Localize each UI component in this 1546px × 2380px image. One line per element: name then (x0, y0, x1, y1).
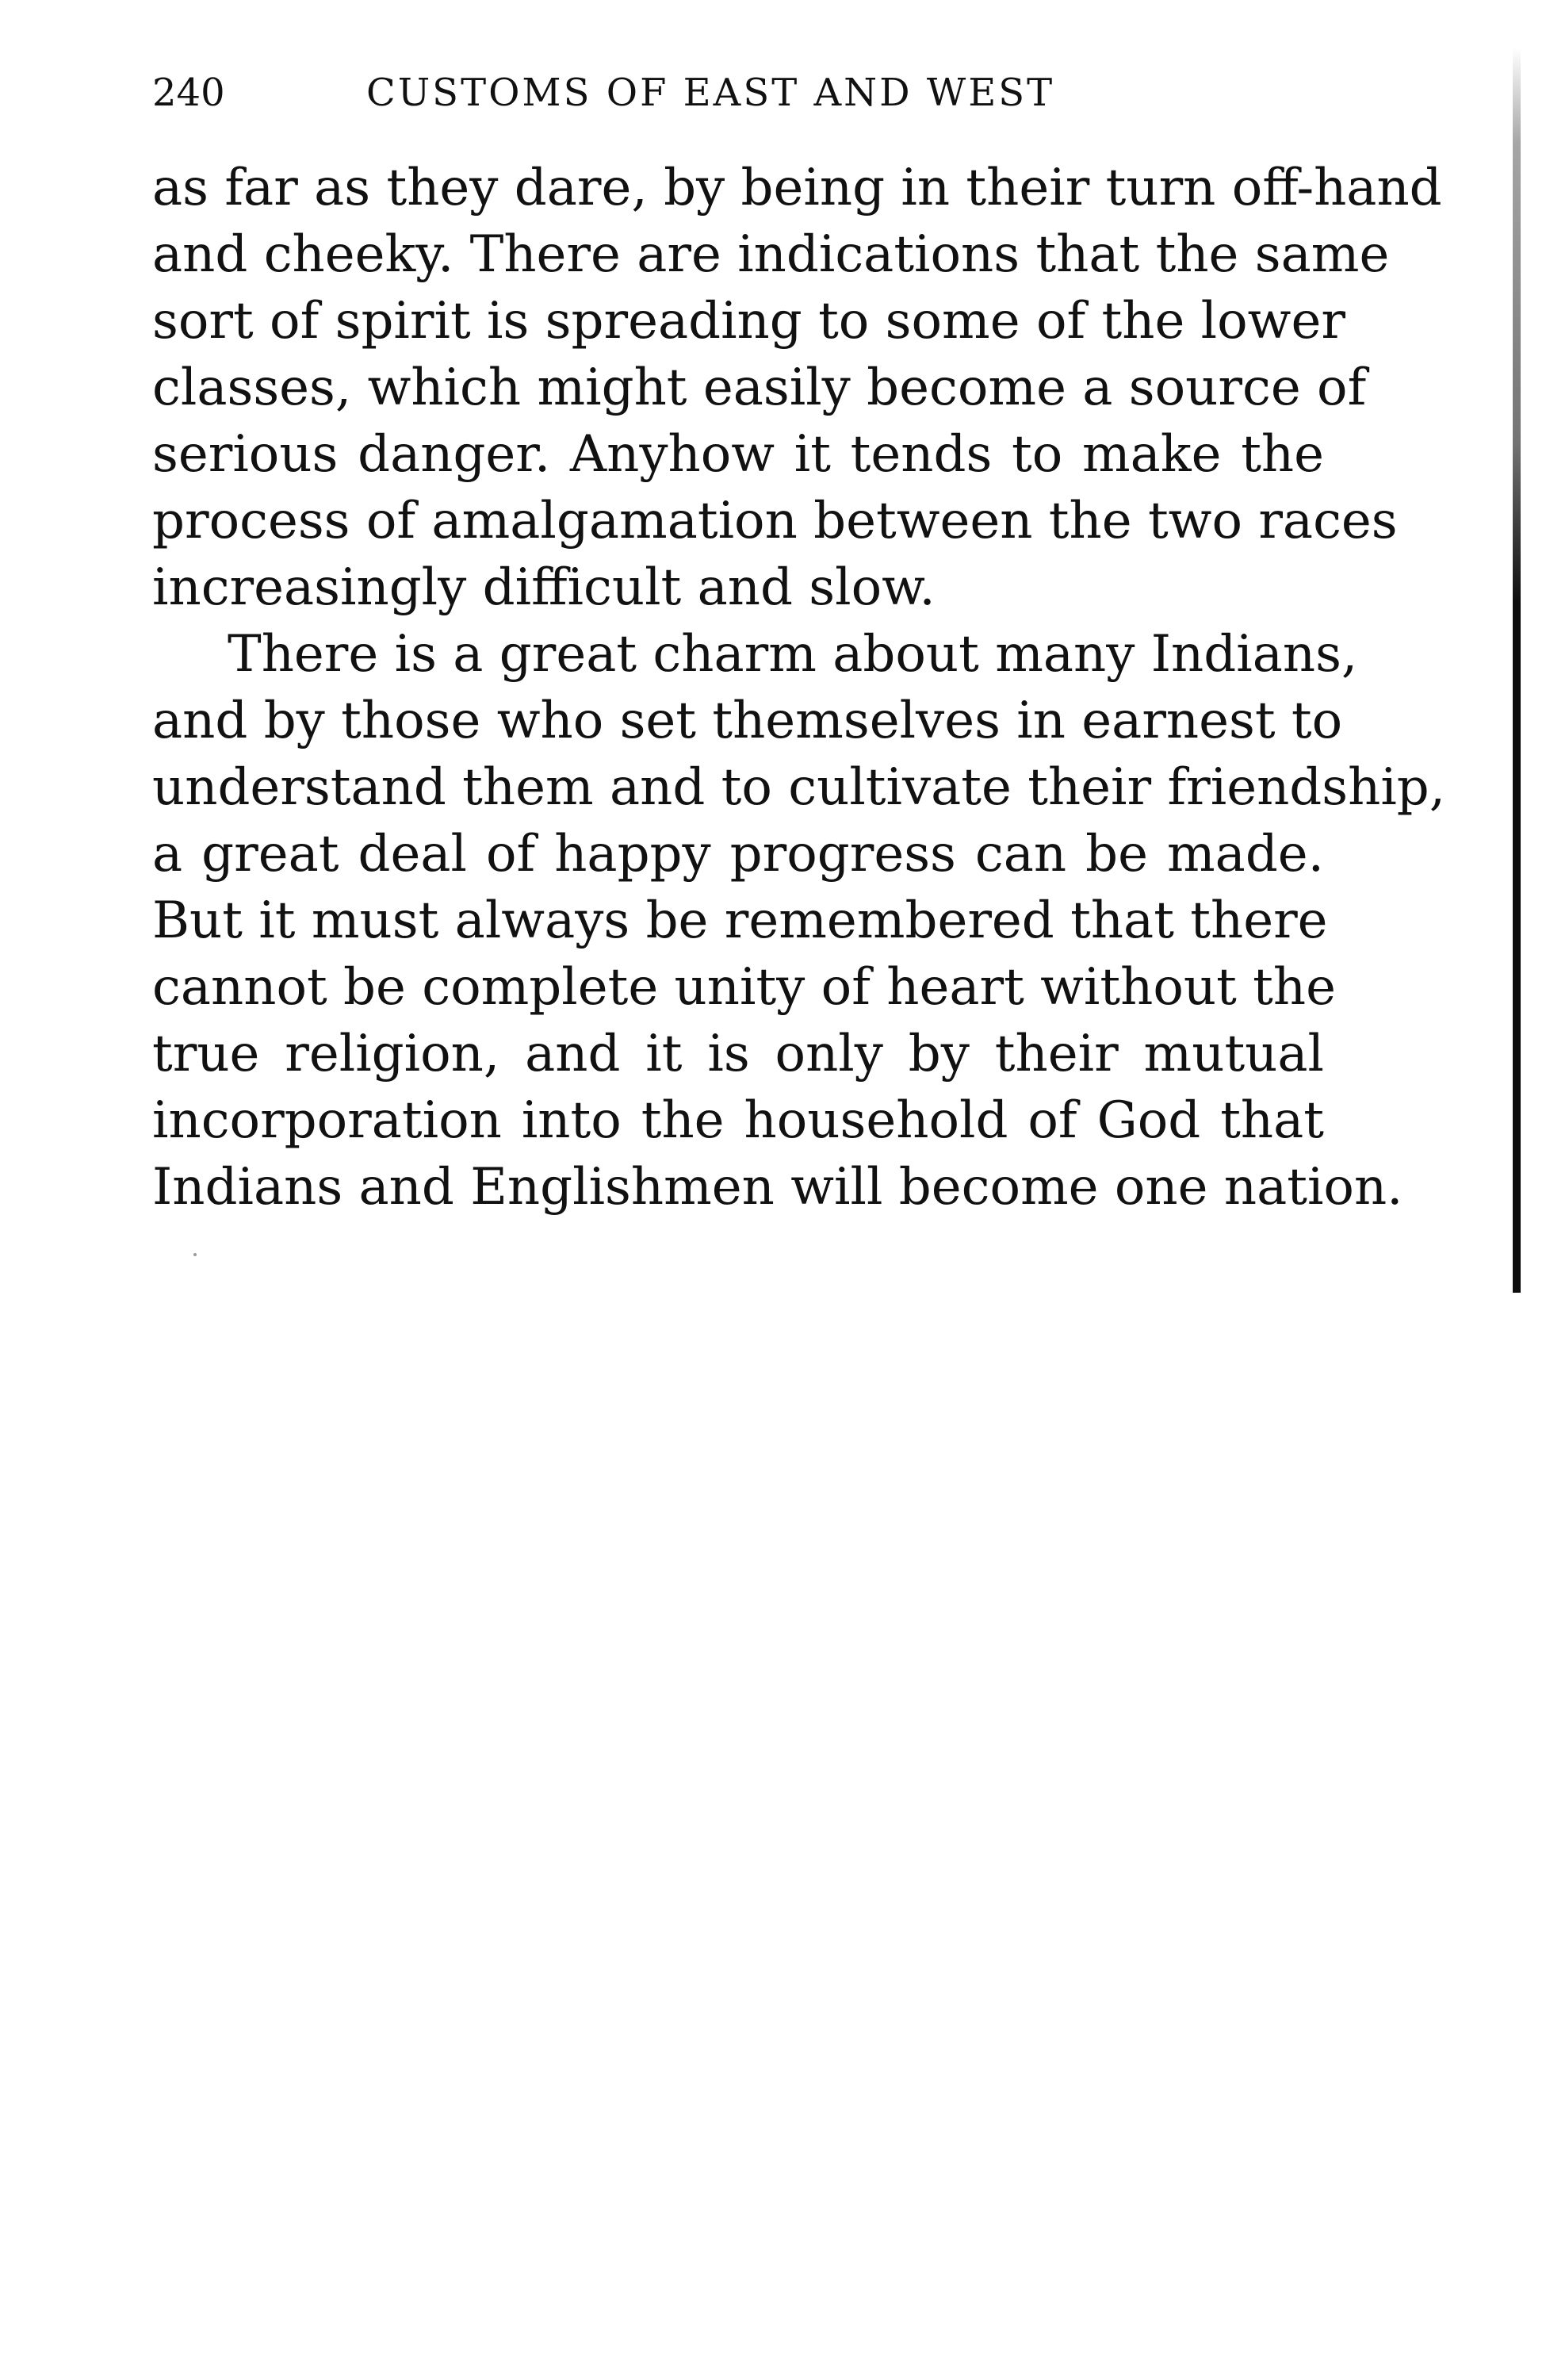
text-line: But it must always be remembered that there (152, 891, 1328, 950)
text-line: classes, which might easily become a source of (152, 358, 1367, 417)
page-edge-shadow (1513, 48, 1521, 1293)
running-head (152, 65, 1318, 121)
text-line: process of amalgamation between the two races (152, 492, 1398, 550)
text-line: and cheeky. There are indications that the same (152, 225, 1390, 284)
text-line: and by those who set themselves in earnest to (152, 692, 1343, 750)
page-number: 240 (152, 71, 225, 115)
scan-speck (193, 1253, 197, 1256)
paragraph-1 (152, 155, 1442, 621)
text-line: cannot be complete unity of heart without the (152, 958, 1336, 1017)
text-line: a great deal of happy progress can be made. (152, 825, 1324, 883)
running-title: CUSTOMS OF EAST AND WEST (366, 71, 1055, 115)
text-line: serious danger. Anyhow it tends to make the (152, 425, 1324, 484)
text-line: incorporation into the household of God that (152, 1091, 1324, 1150)
text-line: as far as they dare, by being in their turn off-hand (152, 159, 1442, 217)
text-line: true religion, and it is only by their mutual (152, 1025, 1324, 1083)
text-line: sort of spirit is spreading to some of the lower (152, 292, 1345, 351)
text-line: understand them and to cultivate their friendship, (152, 758, 1446, 817)
body-text (152, 155, 1446, 1221)
text-line: There is a great charm about many Indians, (228, 625, 1358, 684)
paragraph-2 (152, 621, 1446, 1221)
text-line: Indians and Englishmen will become one nation. (152, 1158, 1403, 1217)
text-line: increasingly difficult and slow. (152, 558, 936, 617)
